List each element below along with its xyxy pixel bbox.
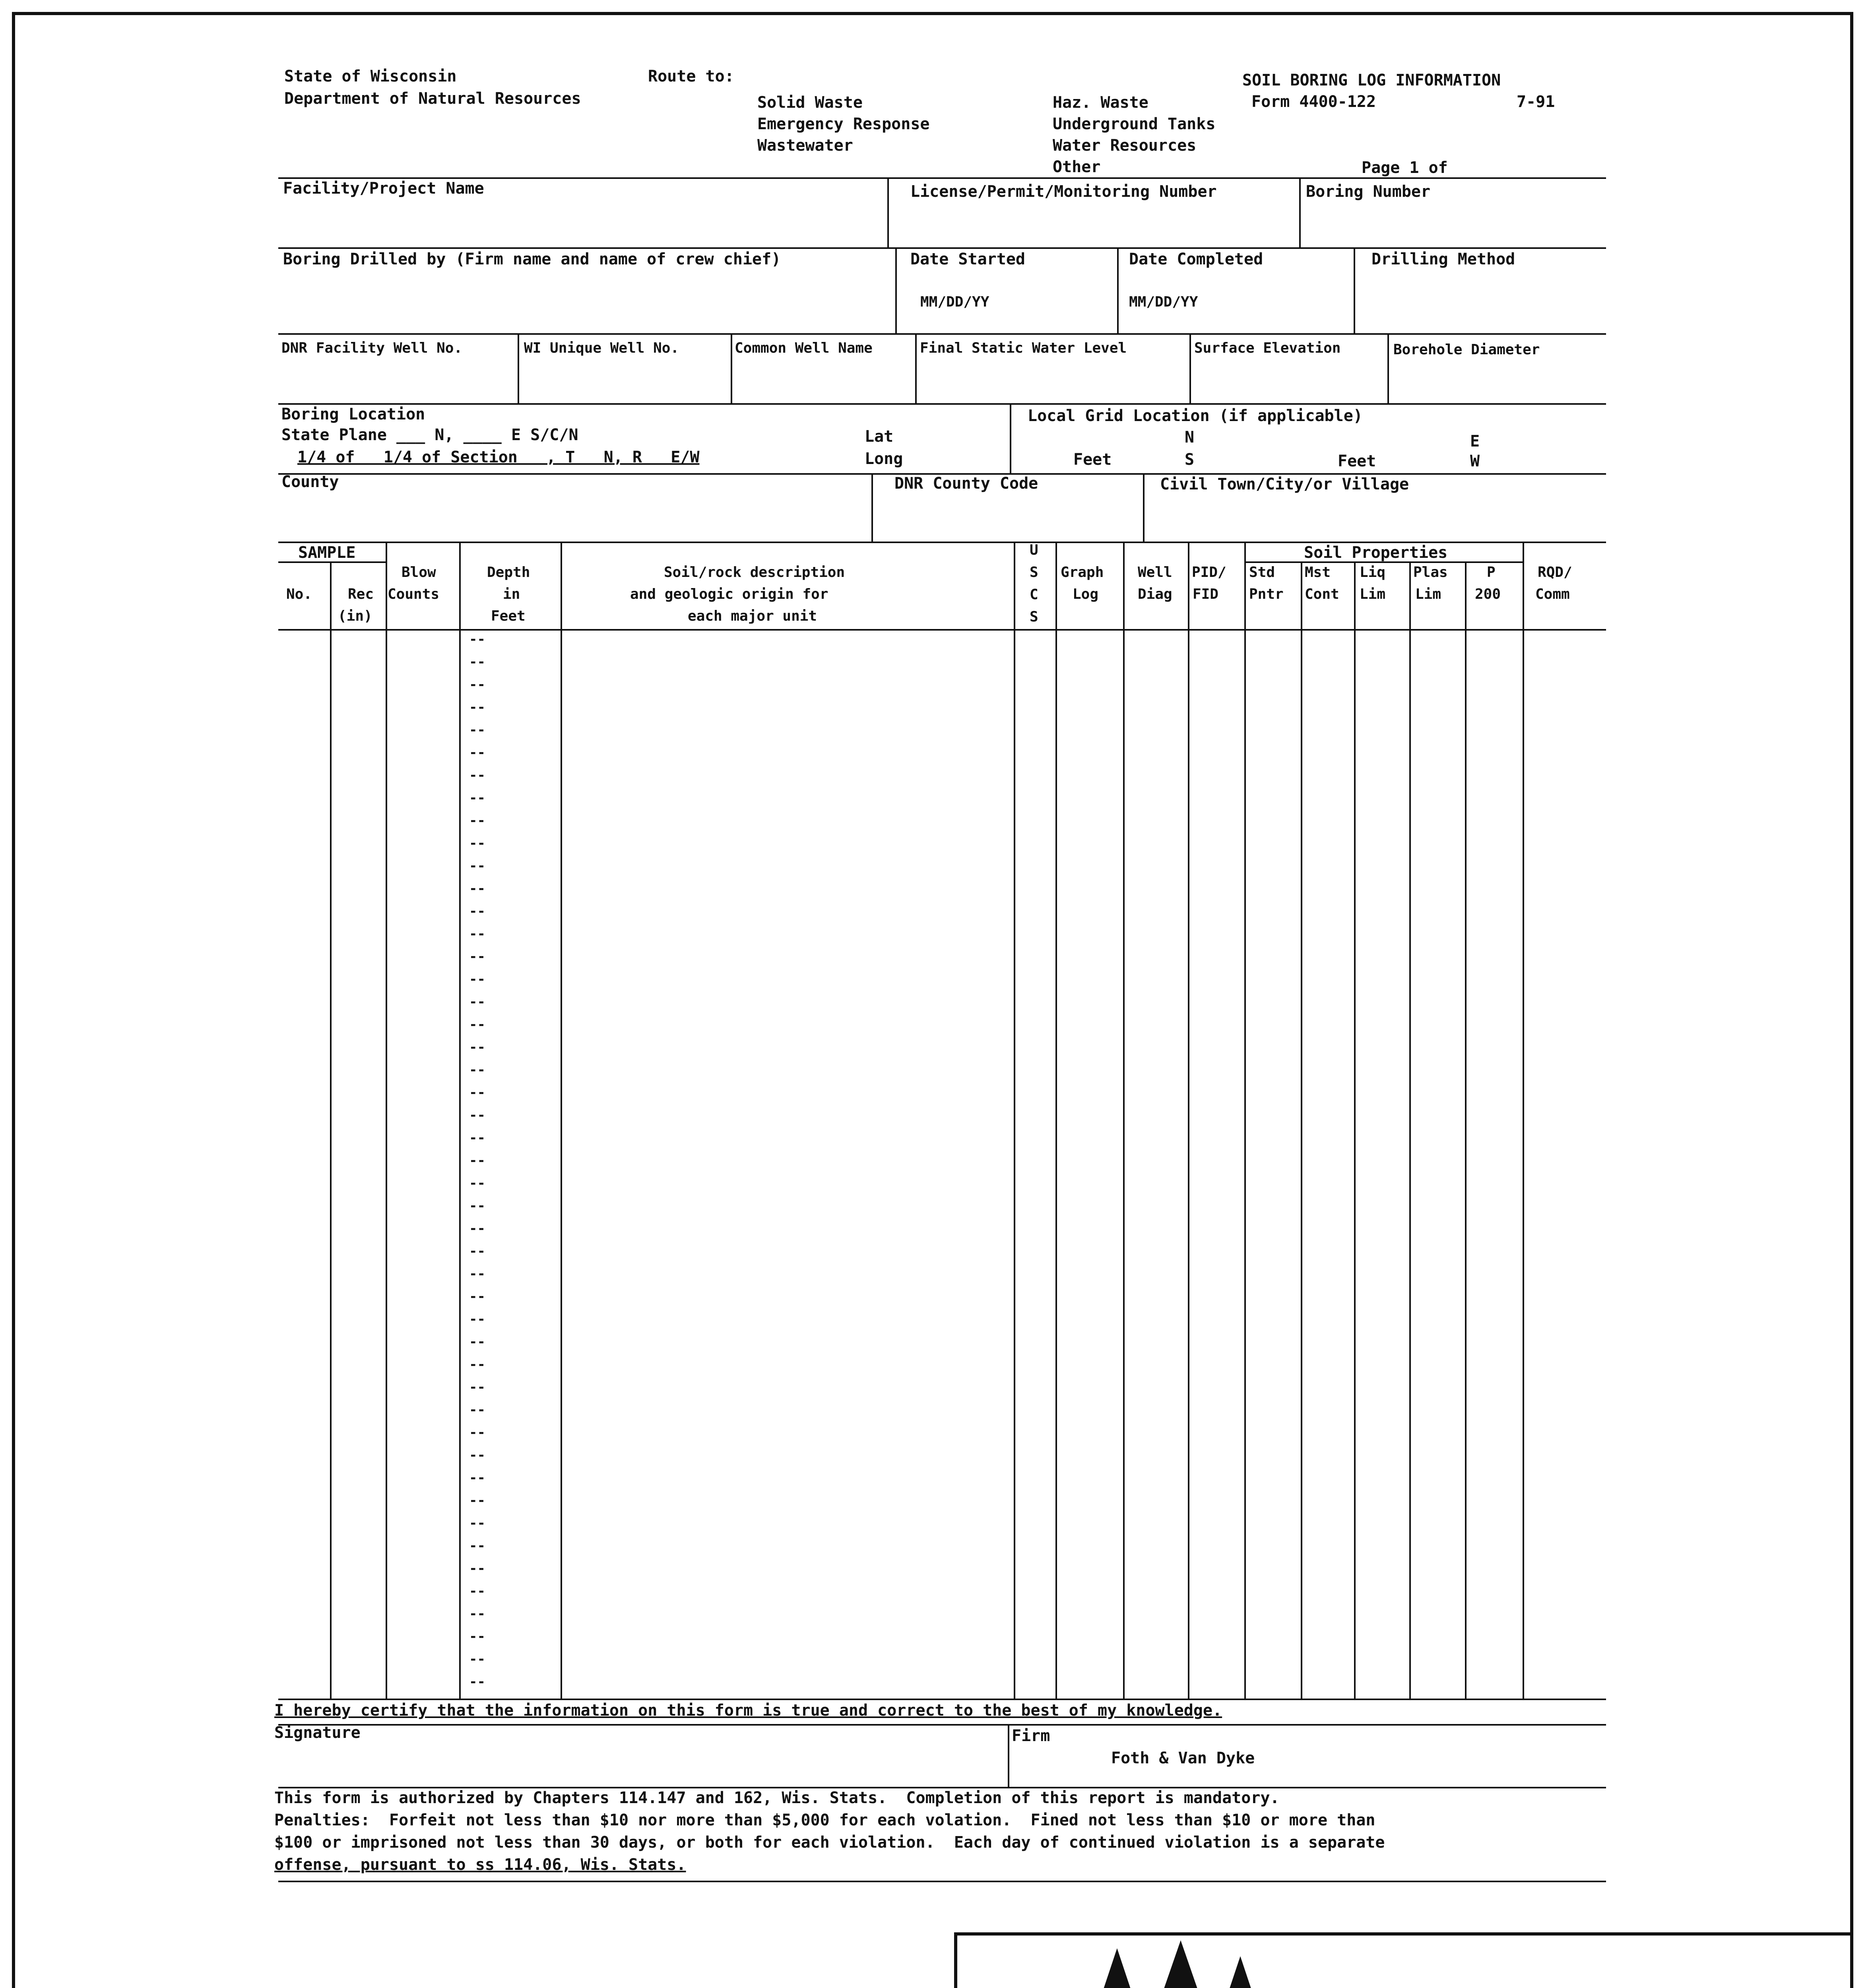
depth-marker: -- [469, 1198, 485, 1214]
tree-logo-icon [1089, 1940, 1272, 1988]
depth-marker: -- [469, 926, 485, 942]
date-started-format: MM/DD/YY [920, 294, 989, 310]
form-rule [278, 333, 1606, 335]
col-depth: Depth [487, 564, 530, 580]
col-description-1: Soil/rock description [664, 564, 845, 580]
column-divider [386, 542, 387, 1699]
depth-marker: -- [469, 1289, 485, 1305]
license-label: License/Permit/Monitoring Number [910, 182, 1217, 201]
col-counts: Counts [388, 586, 440, 602]
form-divider [1117, 247, 1119, 333]
date-started-label: Date Started [910, 250, 1025, 268]
depth-marker: -- [469, 1651, 485, 1667]
col-well-diag: Diag [1138, 586, 1172, 602]
form-divider [518, 333, 519, 403]
grid-w-label: W [1470, 452, 1480, 470]
form-number: Form 4400-122 [1251, 93, 1376, 111]
depth-marker: -- [469, 1334, 485, 1350]
depth-marker: -- [469, 1107, 485, 1123]
certify-statement: I hereby certify that the information on this form is true and correct to the best of my knowledge. [274, 1701, 1222, 1720]
state-plane-label: State Plane ___ N, ____ E S/C/N [281, 426, 578, 444]
depth-marker: -- [469, 1402, 485, 1418]
column-divider [1014, 542, 1015, 1699]
route-solid-waste: Solid Waste [757, 93, 863, 112]
depth-marker: -- [469, 1266, 485, 1282]
surface-elevation-label: Surface Elevation [1194, 340, 1341, 356]
depth-marker: -- [469, 1470, 485, 1486]
depth-marker: -- [469, 790, 485, 806]
depth-marker: -- [469, 813, 485, 829]
form-divider [887, 177, 889, 247]
depth-marker: -- [469, 1311, 485, 1327]
form-divider [1010, 403, 1011, 473]
form-divider [1299, 177, 1301, 247]
col-plas: Plas [1413, 564, 1448, 580]
drilled-by-label: Boring Drilled by (Firm name and name of crew chief) [283, 250, 781, 268]
common-well-label: Common Well Name [735, 340, 873, 356]
col-p200-num: 200 [1475, 586, 1501, 602]
dnr-county-code-label: DNR County Code [894, 474, 1038, 493]
depth-marker: -- [469, 949, 485, 965]
form-divider [871, 473, 873, 542]
depth-marker: -- [469, 858, 485, 874]
wi-unique-label: WI Unique Well No. [524, 340, 679, 356]
depth-marker: -- [469, 1674, 485, 1690]
col-liq-lim: Lim [1360, 586, 1386, 602]
firm-label: Firm [1012, 1727, 1050, 1745]
depth-marker: -- [469, 1606, 485, 1622]
form-divider [1189, 333, 1191, 403]
form-divider [731, 333, 732, 403]
col-description-3: each major unit [688, 608, 817, 624]
column-divider [1301, 561, 1302, 1699]
page-of: Page 1 of [1362, 159, 1448, 177]
route-wastewater: Wastewater [757, 136, 853, 155]
depth-marker: -- [469, 722, 485, 738]
col-depth-in: in [503, 586, 520, 602]
route-water-resources: Water Resources [1053, 136, 1197, 155]
form-rule [278, 629, 1606, 631]
authorization-line-2: Penalties: Forfeit not less than $10 nor more than $5,000 for each volation. Fined not less than $10 or more than [274, 1811, 1375, 1829]
column-divider [1354, 561, 1356, 1699]
lat-label: Lat [865, 427, 894, 446]
depth-marker: -- [469, 1062, 485, 1078]
depth-marker: -- [469, 1357, 485, 1373]
col-uscs-s: S [1030, 564, 1038, 580]
form-rule [278, 247, 1606, 249]
depth-marker: -- [469, 745, 485, 761]
column-divider [1055, 542, 1057, 1699]
column-divider [1465, 561, 1467, 1699]
department-label: Department of Natural Resources [284, 89, 581, 108]
col-std-pntr: Pntr [1249, 586, 1284, 602]
form-rule [278, 1787, 1606, 1788]
form-date: 7-91 [1517, 93, 1555, 111]
depth-marker: -- [469, 1493, 485, 1508]
depth-marker: -- [469, 1017, 485, 1033]
form-divider [1387, 333, 1389, 403]
col-rqd: RQD/ [1538, 564, 1572, 580]
depth-marker: -- [469, 767, 485, 783]
col-graph: Graph [1061, 564, 1104, 580]
column-divider [1123, 542, 1125, 1699]
sample-header: SAMPLE [298, 544, 356, 562]
depth-marker: -- [469, 1538, 485, 1554]
col-blow: Blow [402, 564, 436, 580]
date-completed-format: MM/DD/YY [1129, 294, 1198, 310]
depth-marker: -- [469, 631, 485, 647]
column-divider [1188, 542, 1189, 1699]
col-plas-lim: Lim [1415, 586, 1441, 602]
depth-marker: -- [469, 994, 485, 1010]
firm-name: Foth & Van Dyke [1111, 1749, 1255, 1767]
form-rule [278, 1724, 1606, 1726]
route-to-label: Route to: [648, 67, 734, 85]
column-divider [1409, 561, 1411, 1699]
dnr-well-label: DNR Facility Well No. [281, 340, 463, 356]
col-mst: Mst [1305, 564, 1331, 580]
column-divider [1523, 542, 1524, 1699]
state-label: State of Wisconsin [284, 67, 457, 85]
column-divider [1244, 542, 1246, 1699]
route-underground-tanks: Underground Tanks [1053, 115, 1216, 133]
local-grid-label: Local Grid Location (if applicable) [1028, 407, 1363, 425]
depth-marker: -- [469, 1515, 485, 1531]
column-divider [561, 542, 562, 1699]
col-depth-feet: Feet [491, 608, 526, 624]
form-rule [278, 403, 1606, 405]
grid-s-label: S [1185, 450, 1195, 469]
boring-number-label: Boring Number [1306, 182, 1431, 201]
route-other: Other [1053, 158, 1101, 176]
grid-e-label: E [1470, 432, 1480, 450]
grid-feet-label-2: Feet [1338, 452, 1376, 470]
column-divider [330, 561, 332, 1699]
depth-marker: -- [469, 903, 485, 919]
col-rec: Rec [348, 586, 374, 602]
col-no: No. [286, 586, 312, 602]
col-uscs-s2: S [1030, 609, 1038, 625]
depth-marker: -- [469, 1447, 485, 1463]
form-rule [278, 542, 1606, 543]
form-divider [1354, 247, 1355, 333]
title-block-divider [954, 1932, 957, 1988]
depth-marker: -- [469, 1175, 485, 1191]
col-std: Std [1249, 564, 1275, 580]
col-description-2: and geologic origin for [630, 586, 828, 602]
depth-marker: -- [469, 1561, 485, 1576]
col-rqd-comm: Comm [1535, 586, 1570, 602]
signature-label: Signature [274, 1724, 361, 1742]
col-graph-log: Log [1073, 586, 1099, 602]
col-well: Well [1138, 564, 1172, 580]
depth-marker: -- [469, 1425, 485, 1441]
depth-marker: -- [469, 654, 485, 670]
date-completed-label: Date Completed [1129, 250, 1263, 268]
depth-marker: -- [469, 1629, 485, 1644]
civil-town-label: Civil Town/City/or Village [1160, 475, 1409, 493]
title-block-rule [954, 1932, 1853, 1936]
drilling-method-label: Drilling Method [1372, 250, 1515, 268]
county-label: County [281, 473, 339, 491]
soil-properties-header: Soil Properties [1304, 544, 1448, 562]
depth-marker: -- [469, 835, 485, 851]
authorization-line-3: $100 or imprisoned not less than 30 days, or both for each violation. Each day of continued violation is a separate [274, 1833, 1385, 1852]
long-label: Long [865, 450, 903, 468]
depth-marker: -- [469, 1221, 485, 1237]
form-divider [915, 333, 917, 403]
borehole-diameter-label: Borehole Diameter [1393, 342, 1540, 358]
form-divider [1008, 1724, 1009, 1787]
static-water-label: Final Static Water Level [920, 340, 1127, 356]
col-fid: FID [1193, 586, 1219, 602]
depth-marker: -- [469, 677, 485, 693]
depth-marker: -- [469, 1243, 485, 1259]
col-rec-unit: (in) [338, 608, 372, 624]
grid-n-label: N [1185, 428, 1195, 447]
route-haz-waste: Haz. Waste [1053, 93, 1148, 112]
depth-marker: -- [469, 1085, 485, 1101]
col-uscs-c: C [1030, 586, 1038, 603]
col-mst-cont: Cont [1305, 586, 1339, 602]
facility-label: Facility/Project Name [283, 179, 484, 198]
col-p200: P [1487, 564, 1496, 580]
form-rule [278, 1881, 1606, 1882]
form-rule [278, 1699, 1606, 1700]
form-divider [895, 247, 897, 333]
form-title: SOIL BORING LOG INFORMATION [1242, 71, 1501, 89]
col-liq: Liq [1360, 564, 1386, 580]
depth-marker: -- [469, 1153, 485, 1169]
depth-marker: -- [469, 699, 485, 715]
form-divider [1143, 473, 1145, 542]
quarter-section-label: 1/4 of 1/4 of Section , T N, R E/W [297, 448, 700, 466]
authorization-line-4: offense, pursuant to ss 114.06, Wis. Stats. [274, 1856, 686, 1874]
col-uscs-u: U [1030, 542, 1038, 558]
col-pid: PID/ [1192, 564, 1226, 580]
depth-marker: -- [469, 971, 485, 987]
authorization-line-1: This form is authorized by Chapters 114.147 and 162, Wis. Stats. Completion of this report is mandatory. [274, 1789, 1280, 1807]
depth-marker: -- [469, 1379, 485, 1395]
depth-marker: -- [469, 1039, 485, 1055]
depth-marker: -- [469, 1130, 485, 1146]
grid-feet-label: Feet [1073, 450, 1112, 469]
depth-marker: -- [469, 881, 485, 897]
depth-marker: -- [469, 1583, 485, 1599]
route-emergency: Emergency Response [757, 115, 930, 133]
boring-location-label: Boring Location [281, 405, 425, 423]
column-divider [459, 542, 461, 1699]
form-rule [278, 177, 1606, 179]
